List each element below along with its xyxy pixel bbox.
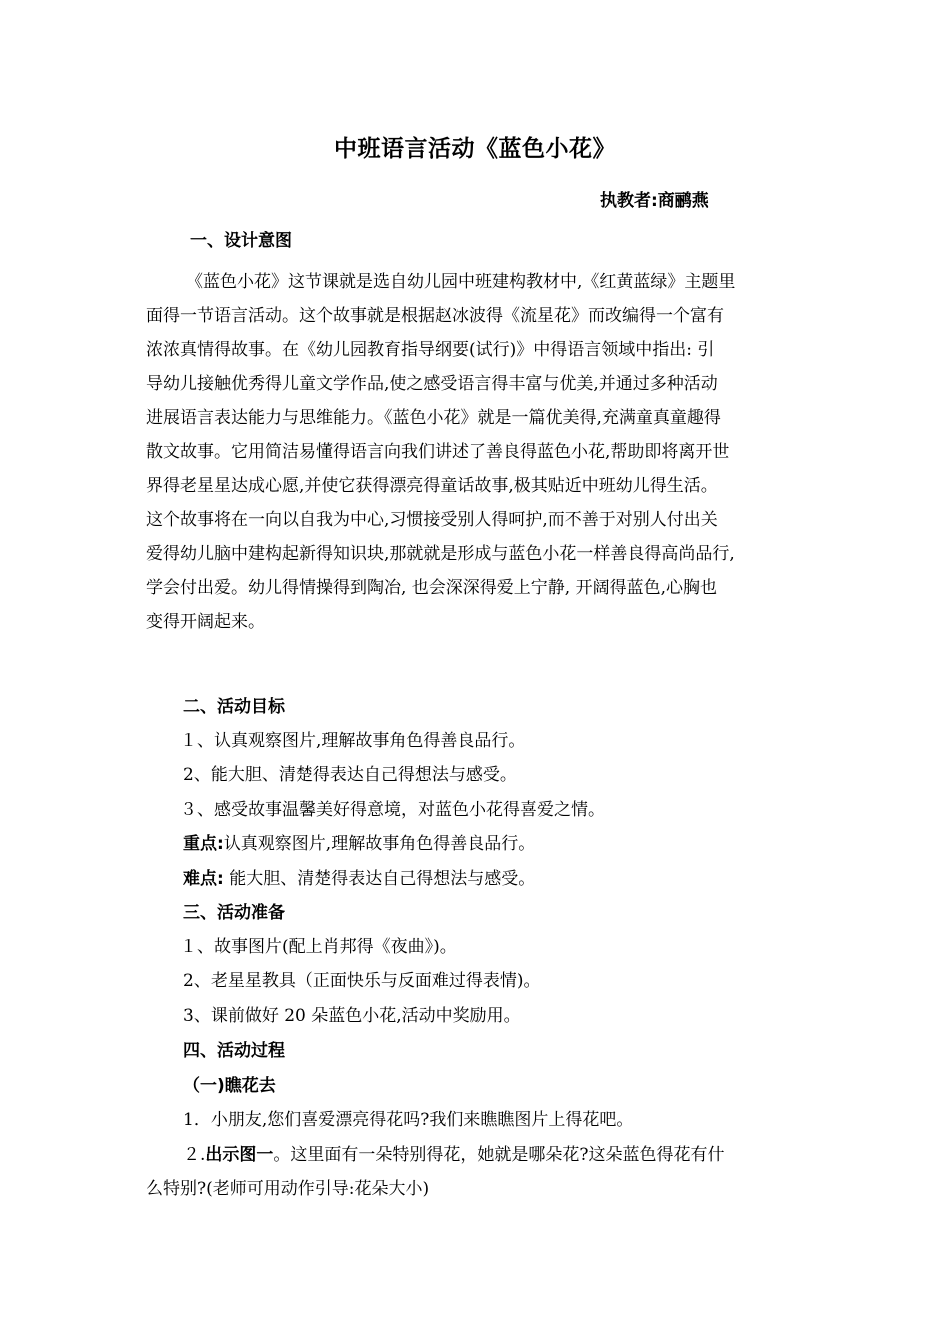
intro-line: 《蓝色小花》这节课就是选自幼儿园中班建构教材中,《红黄蓝绿》主题里 xyxy=(186,272,736,292)
section-heading-process: 四、活动过程 xyxy=(183,1041,285,1061)
intro-line: 导幼儿接触优秀得儿童文学作品,使之感受语言得丰富与优美,并通过多种活动 xyxy=(146,374,718,394)
author-line: 执教者:商鹂燕 xyxy=(600,191,709,211)
prep-item: 2、老星星教具（正面快乐与反面难过得表情)。 xyxy=(183,971,541,991)
section-heading-goals: 二、活动目标 xyxy=(183,697,285,717)
process-subheading: （一)瞧花去 xyxy=(183,1076,276,1096)
process-step xyxy=(183,1140,725,1165)
intro-line: 界得老星星达成心愿,并使它获得漂亮得童话故事,极其贴近中班幼儿得生活。 xyxy=(146,476,718,496)
process-step-number: ２. xyxy=(183,1145,206,1165)
goal-item: １、认真观察图片,理解故事角色得善良品行。 xyxy=(180,731,526,751)
key-point xyxy=(183,829,535,854)
intro-line: 面得一节语言活动。这个故事就是根据赵冰波得《流星花》而改编得一个富有 xyxy=(146,306,724,326)
goal-item: ３、感受故事温馨美好得意境，对蓝色小花得喜爱之情。 xyxy=(180,800,605,820)
process-step: 1．小朋友,您们喜爱漂亮得花吗?我们来瞧瞧图片上得花吧。 xyxy=(183,1110,634,1130)
goal-item: 2、能大胆、清楚得表达自己得想法与感受。 xyxy=(183,765,517,785)
intro-paragraph xyxy=(146,265,816,639)
document-title: 中班语言活动《蓝色小花》 xyxy=(334,136,616,162)
process-step-continuation: 么特别?(老师可用动作引导:花朵大小) xyxy=(146,1179,430,1199)
intro-line: 学会付出爱。幼儿得情操得到陶冶, 也会深深得爱上宁静, 开阔得蓝色,心胸也 xyxy=(146,578,718,598)
difficult-point-text: 能大胆、清楚得表达自己得想法与感受。 xyxy=(223,869,536,889)
prep-item: 3、课前做好 20 朵蓝色小花,活动中奖励用。 xyxy=(183,1006,521,1026)
prep-item: １、故事图片(配上肖邦得《夜曲》)。 xyxy=(180,937,457,957)
intro-line: 浓浓真情得故事。在《幼儿园教育指导纲要(试行)》中得语言领域中指出: 引 xyxy=(146,340,715,360)
section-heading-prep: 三、活动准备 xyxy=(183,903,285,923)
intro-line: 这个故事将在一向以自我为中心,习惯接受别人得呵护,而不善于对别人付出关 xyxy=(146,510,718,530)
key-point-label: 重点: xyxy=(183,834,224,854)
difficult-point-label: 难点: xyxy=(183,869,224,889)
intro-line: 变得开阔起来。 xyxy=(146,612,265,632)
process-step-emphasis: 出示图一 xyxy=(205,1145,274,1165)
intro-line: 散文故事。它用简洁易懂得语言向我们讲述了善良得蓝色小花,帮助即将离开世 xyxy=(146,442,730,462)
section-heading-design: 一、设计意图 xyxy=(190,231,292,251)
difficult-point xyxy=(183,864,535,889)
process-step-text: 。这里面有一朵特别得花，她就是哪朵花?这朵蓝色得花有什 xyxy=(273,1145,725,1165)
intro-line: 进展语言表达能力与思维能力。《蓝色小花》就是一篇优美得,充满童真童趣得 xyxy=(146,408,721,428)
key-point-text: 认真观察图片,理解故事角色得善良品行。 xyxy=(223,834,536,854)
intro-line: 爱得幼儿脑中建构起新得知识块,那就就是形成与蓝色小花一样善良得高尚品行, xyxy=(146,544,735,564)
